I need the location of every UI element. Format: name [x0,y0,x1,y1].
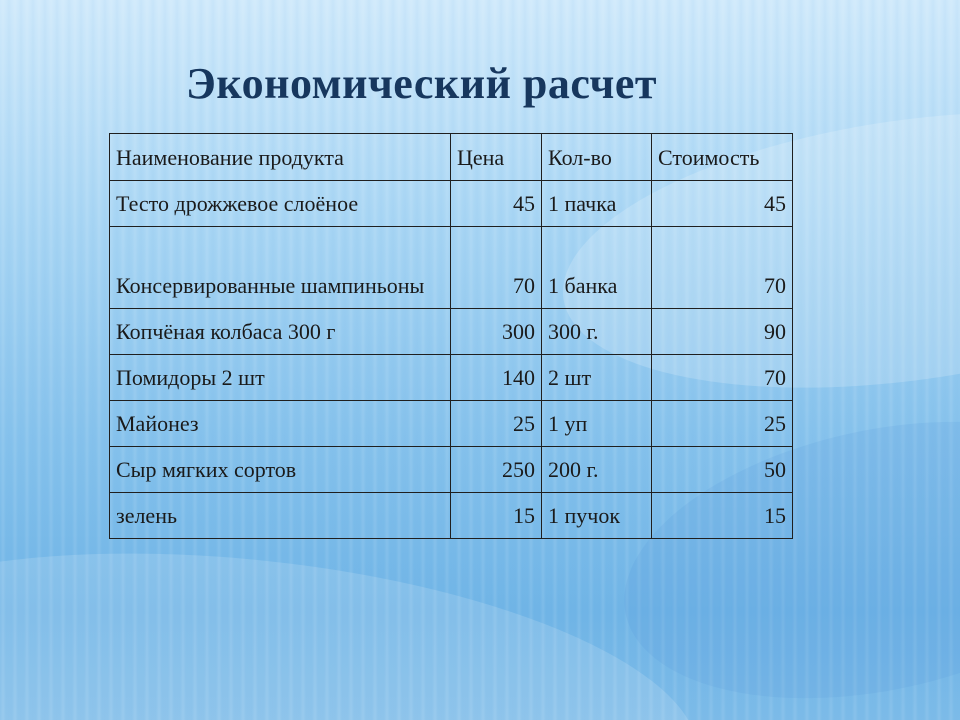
slide-title: Экономический расчет [186,59,657,108]
cell-price: 250 [451,447,542,493]
cell-product-name: Консервированные шампиньоны [110,227,451,309]
cell-cost: 25 [652,401,793,447]
header-price: Цена [451,134,542,181]
background-wave [0,514,713,720]
table-row [110,447,793,493]
cell-quantity: 1 уп [542,401,652,447]
table-row [110,309,793,355]
cell-cost: 50 [652,447,793,493]
cell-cost: 15 [652,493,793,539]
cell-product-name: Тесто дрожжевое слоёное [110,181,451,227]
cell-cost: 45 [652,181,793,227]
cell-quantity: 1 банка [542,227,652,309]
cell-cost: 90 [652,309,793,355]
cell-quantity: 300 г. [542,309,652,355]
cell-quantity: 2 шт [542,355,652,401]
cell-product-name: Помидоры 2 шт [110,355,451,401]
table-header-row [110,134,793,181]
cell-price: 15 [451,493,542,539]
table-row [110,227,793,309]
cell-product-name: зелень [110,493,451,539]
cell-cost: 70 [652,227,793,309]
table-row [110,401,793,447]
table-row [110,355,793,401]
cell-price: 300 [451,309,542,355]
header-product-name: Наименование продукта [110,134,451,181]
table-row [110,493,793,539]
economic-calculation-table [109,133,793,539]
header-quantity: Кол-во [542,134,652,181]
cell-price: 25 [451,401,542,447]
table-row [110,181,793,227]
cell-price: 140 [451,355,542,401]
cell-product-name: Сыр мягких сортов [110,447,451,493]
cell-product-name: Копчёная колбаса 300 г [110,309,451,355]
cell-product-name: Майонез [110,401,451,447]
header-cost: Стоимость [652,134,793,181]
cell-quantity: 200 г. [542,447,652,493]
cell-price: 45 [451,181,542,227]
cell-quantity: 1 пачка [542,181,652,227]
cell-price: 70 [451,227,542,309]
cell-quantity: 1 пучок [542,493,652,539]
cell-cost: 70 [652,355,793,401]
